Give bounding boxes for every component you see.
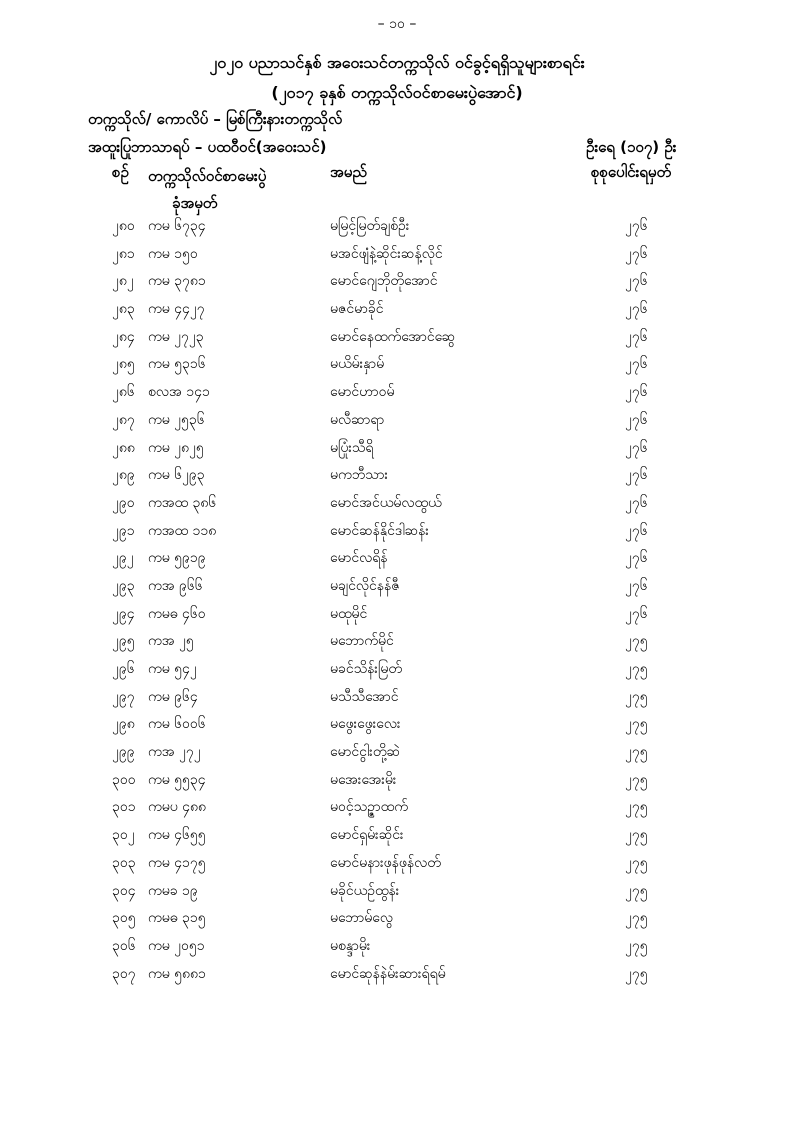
student-name: မဝင့်သဉ္ဇာထက် [330,799,408,816]
row-number: ၂၉၂ [112,550,134,567]
row-number: ၂၈၂ [112,273,134,290]
total-score: ၂၇၅ [625,771,648,788]
table-row [0,631,794,659]
total-score: ၂၇၆ [625,245,648,262]
table-row [0,825,794,853]
roll-number: ကမ ၅၉၁၉ [148,550,206,567]
student-name: မဖွေးဖွေးလေး [330,716,401,733]
table-row [0,881,794,909]
total-score: ၂၇၅ [625,910,648,927]
total-score: ၂၇၆ [625,439,648,456]
student-name: မောင်အင်ယမ်လထွယ် [330,494,442,511]
total-score: ၂၇၆ [625,550,648,567]
roll-number: ကမ ၄၁၇၅ [148,854,206,871]
row-number: ၂၉၆ [112,661,135,677]
roll-number: ကမပ ၄၈၈ [148,799,207,816]
total-score: ၂၇၅ [625,937,648,954]
roll-number: ကအ ၂၇၂ [148,744,201,761]
total-score: ၂၇၆ [625,218,648,234]
student-name: မပြုံးသီရိ [330,439,374,456]
column-header-score: စုစုပေါင်းရမှတ် [591,163,672,181]
table-row [0,465,794,493]
roll-number: ကမ ၂၈၂၅ [148,439,204,456]
row-number: ၂၈၅ [112,356,135,373]
total-score: ၂၇၆ [625,522,648,539]
student-name: မအင်ဖျံနဲ့ဆိုင်းဆန့်လိုင် [330,245,443,262]
roll-number: ကမ ၃၇၈၁ [148,273,206,290]
roll-number: ကမ ၄၄၂၇ [148,301,205,318]
total-score: ၂၇၅ [625,744,648,761]
document-title: ၂၀၂၀ ပညာသင်နှစ် အဝေးသင်တက္ကသိုလ် ဝင်ခွင့်ရရှိသူများစာရင်း [209,53,585,72]
column-header-name: အမည် [330,163,367,181]
table-row [0,936,794,964]
roll-number: ကမဓ ၄၆၀ [148,605,206,622]
table-row [0,908,794,936]
table-row [0,299,794,327]
roll-number: ကမ ၂၅၃၆ [148,411,205,428]
total-score: ၂၇၆ [625,273,648,290]
student-name: မောင်ဆန်နိုင်ဒါဆန်း [330,522,429,539]
total-score: ၂၇၅ [625,633,648,650]
student-name: မောင်ဂျေဘိုတိုအောင် [330,273,438,290]
roll-number: ကမ ၆၀၀၆ [148,716,206,733]
row-number: ၂၉၈ [112,716,135,733]
roll-number: ကအ ၉၆၆ [148,577,203,594]
student-name: မဘောမ်လွေ [330,910,394,927]
student-name: မစန္ဒာမိုး [330,937,371,954]
table-row [0,216,794,244]
table-row [0,853,794,881]
student-name: မောင်ဆုန်နဲမ်းဆားရ်ရမ် [330,965,446,982]
page-number: – ၁၀ – [377,16,417,32]
roll-number: ကအထ ၃၈၆ [148,494,217,511]
student-name: မယိမ်းနှာမ် [330,356,385,373]
table-row [0,521,794,549]
row-number: ၃၀၄ [112,882,136,899]
total-score: ၂၇၅ [625,716,648,733]
total-score: ၂၇၅ [625,799,648,816]
student-name: မမြင့်မြတ်ချစ်ဦး [330,218,410,234]
roll-number: ကမ ၅၄၂ [148,661,197,677]
program-heading: အထူးပြုဘာသာရပ် – ပထဝီဝင်(အဝေးသင်) [88,138,327,156]
roll-number: ကမ ၂၀၅၁ [148,937,205,954]
table-row [0,714,794,742]
column-header-roll [148,163,266,217]
row-number: ၃၀၁ [112,799,136,816]
roll-number: ကမ ၅၈၈၁ [148,965,206,982]
table-row [0,687,794,715]
table-row [0,770,794,798]
student-name: မောင်ဟာဝမ် [330,384,395,401]
total-score: ၂၇၆ [625,328,648,345]
student-name: မအေးအေးမိုး [330,771,397,788]
student-name: မချင်လိုင်နန်ဇီ [330,577,400,594]
roll-number: ကမဓ ၃၁၅ [148,910,206,927]
total-score: ၂၇၆ [625,494,648,511]
row-number: ၃၀၃ [112,854,136,871]
row-number: ၂၈၆ [112,384,135,401]
student-name: မကဘီသား [330,467,389,484]
row-number: ၃၀၇ [112,965,136,982]
roll-number: ကမ ၆၇၃၄ [148,218,206,234]
table-row [0,493,794,521]
total-score: ၂၇၆ [625,411,648,428]
row-number: ၂၉၇ [112,688,135,705]
student-name: မောင်နေထက်အောင်ဆွေ [330,328,456,345]
table-row [0,271,794,299]
table-row [0,410,794,438]
total-score: ၂၇၆ [625,356,648,373]
roll-number: ကမ ၄၆၅၅ [148,827,206,844]
column-header-no: စဉ် [112,163,129,181]
row-number: ၂၈၇ [112,411,135,428]
document-subtitle: (၂၀၁၇ ခုနှစ် တက္ကသိုလ်ဝင်စာမေးပွဲအောင်) [271,83,523,102]
roll-number: ကမ ၅၃၁၆ [148,356,206,373]
roll-number: စလအ ၁၄၁ [148,384,210,401]
total-score: ၂၇၆ [625,384,648,401]
table-row [0,659,794,687]
roll-number: ကအ ၂၅ [148,633,194,650]
student-name: မခင်သိန်းမြတ် [330,661,402,677]
row-number: ၃၀၅ [112,910,136,927]
total-score: ၂၇၅ [625,827,648,844]
student-name: မလီဆာရာ [330,411,385,428]
table-row [0,244,794,272]
student-name: မဇင်မာခိုင် [330,301,384,318]
table-row [0,327,794,355]
row-number: ၂၈၁ [112,245,135,262]
roll-number: ကမ ၉၆၄ [148,688,198,705]
university-heading: တက္ကသိုလ်/ ကောလိပ် – မြစ်ကြီးနားတက္ကသိုလ် [88,110,343,128]
student-name: မောင်မနားဖုန်ဖုန်လတ် [330,854,441,871]
student-name: မသီသီအောင် [330,688,399,705]
row-number: ၂၈၉ [112,467,135,484]
results-table [0,216,794,991]
row-number: ၂၈၈ [112,439,135,456]
column-header-roll-line2: ခုံအမှတ် [172,194,218,212]
row-number: ၂၉၁ [112,522,135,539]
row-number: ၂၉၃ [112,577,135,594]
total-score: ၂၇၆ [625,605,648,622]
row-number: ၂၉၄ [112,605,135,622]
student-name: မထုမိုင် [330,605,368,622]
roll-number: ကမ ၆၂၉၃ [148,467,205,484]
total-count: ဦးရေ (၁၀၇) ဦး [586,138,677,156]
table-row [0,576,794,604]
student-name: မောင်ရှမ်းဆိုင်း [330,827,404,844]
row-number: ၃၀၂ [112,827,135,844]
row-number: ၂၈၀ [112,218,135,234]
table-row [0,604,794,632]
student-name: မောင်ငွါးတို့ဆဲ [330,744,401,761]
row-number: ၂၉၅ [112,633,135,650]
total-score: ၂၇၆ [625,301,648,318]
student-name: မောင်လရိန် [330,550,388,567]
roll-number: ကမ ၅၅၃၄ [148,771,206,788]
row-number: ၂၉၉ [112,744,135,761]
total-score: ၂၇၅ [625,661,648,677]
row-number: ၂၈၄ [112,328,135,345]
roll-number: ကမ ၁၅၀ [148,245,198,262]
total-score: ၂၇၅ [625,882,648,899]
student-name: မခိုင်ယဉ်ထွန်း [330,882,400,899]
row-number: ၃၀၀ [112,771,136,788]
roll-number: ကအထ ၁၁၈ [148,522,217,539]
table-row [0,964,794,992]
total-score: ၂၇၆ [625,577,648,594]
table-row [0,797,794,825]
table-row [0,742,794,770]
row-number: ၂၈၃ [112,301,135,318]
total-score: ၂၇၆ [625,467,648,484]
table-row [0,354,794,382]
total-score: ၂၇၅ [625,965,648,982]
table-row [0,438,794,466]
row-number: ၂၉၀ [112,494,135,511]
total-score: ၂၇၅ [625,854,648,871]
table-row [0,548,794,576]
roll-number: ကမခ ၁၉ [148,882,198,899]
total-score: ၂၇၅ [625,688,648,705]
roll-number: ကမ ၂၇၂၃ [148,328,204,345]
table-row [0,382,794,410]
row-number: ၃၀၆ [112,937,136,954]
student-name: မဘောက်မိုင် [330,633,394,650]
column-header-roll-line1: တက္ကသိုလ်ဝင်စာမေးပွဲ [148,167,267,185]
